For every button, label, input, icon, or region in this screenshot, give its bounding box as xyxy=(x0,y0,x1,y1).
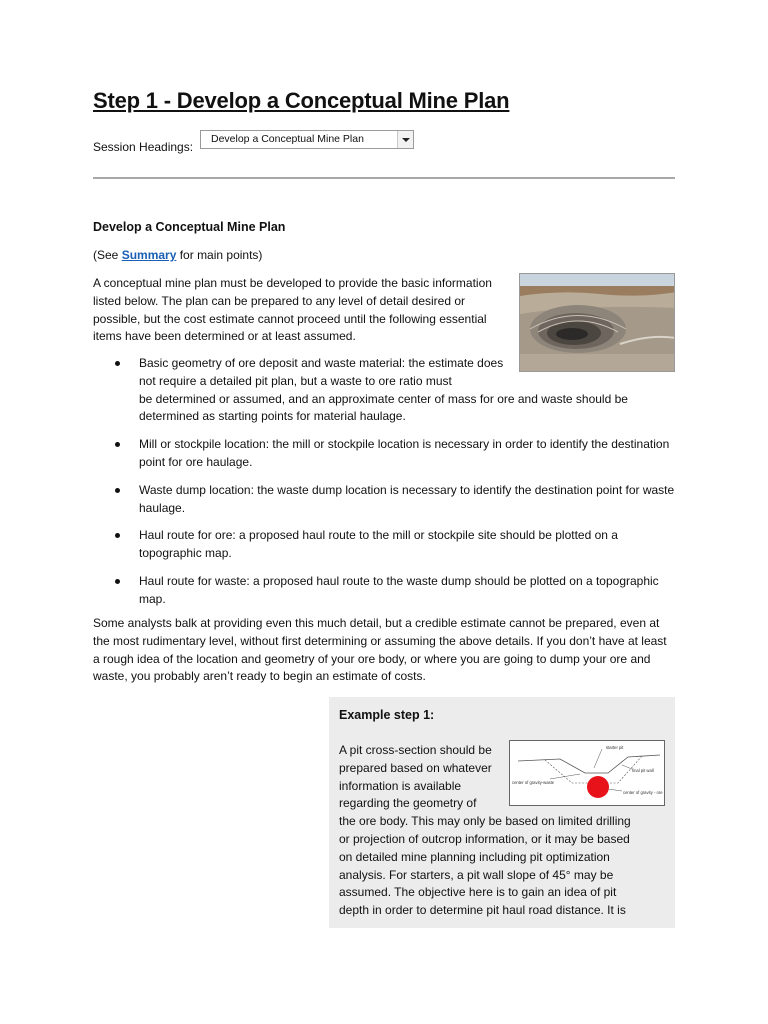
bullet-icon xyxy=(115,579,120,584)
list-item-text: Waste dump location: the waste dump location is necessary to identify the destination point for waste haulage. xyxy=(139,482,675,515)
list-item xyxy=(93,482,675,518)
closing-paragraph: Some analysts balk at providing even this much detail, but a credible estimate cannot be prepared, even at the most rudimentary level, without first determining or assuming the above details. If you don’t have at least a rough idea of the location and geometry of your ore body, or where you are going to dump your ore and waste, you probably aren’t ready to begin an estimate of costs. xyxy=(93,616,667,684)
session-selected-value: Develop a Conceptual Mine Plan xyxy=(211,133,364,145)
chevron-down-icon xyxy=(402,138,410,142)
bullet-icon xyxy=(115,533,120,538)
dropdown-button[interactable] xyxy=(397,131,413,148)
pit-cross-section-drawing xyxy=(510,741,664,805)
bullet-icon xyxy=(115,488,120,493)
list-item xyxy=(93,355,675,426)
see-suffix: for main points) xyxy=(176,248,263,262)
bullet-icon xyxy=(115,442,120,447)
essential-items-list xyxy=(93,355,675,619)
list-item-continuation: be determined or assumed, and an approximate center of mass for ore and waste should be determined as starting points for material haulage. xyxy=(139,391,628,424)
label-final-pit-wall: final pit wall xyxy=(632,768,654,773)
bullet-icon xyxy=(115,361,120,366)
intro-paragraph: A conceptual mine plan must be developed to provide the basic information listed below. The plan can be prepared to any level of detail desired or possible, but the cost estimate cannot proceed until the following essential items have been determined or at least assumed. xyxy=(93,276,492,344)
see-summary-line xyxy=(93,247,262,265)
session-headings-label: Session Headings: xyxy=(93,140,194,154)
example-text-narrow: A pit cross-section should be prepared based on whatever information is available regarding the geometry of xyxy=(339,743,492,811)
pit-cross-section-diagram xyxy=(509,740,665,806)
session-headings-dropdown[interactable] xyxy=(200,130,414,149)
summary-link[interactable]: Summary xyxy=(121,248,177,262)
page-title: Step 1 - Develop a Conceptual Mine Plan xyxy=(93,88,510,113)
list-item-text: Basic geometry of ore deposit and waste material: the estimate does not require a detailed pit plan, but a waste to ore ratio must xyxy=(139,356,504,388)
list-item-text: Mill or stockpile location: the mill or stockpile location is necessary in order to identify the destination point for ore haulage. xyxy=(139,437,670,469)
example-text-wide: the ore body. This may only be based on limited drilling or projection of outcrop information, or it may be based on detailed mine planning including pit optimization analysis. For starters, a pit wall slope of 45° may be assumed. The objective here is to gain an idea of pit depth in order to determine pit haul road distance. It is xyxy=(339,814,631,918)
example-title: Example step 1: xyxy=(339,708,435,722)
see-prefix: (See xyxy=(93,248,122,262)
list-item-text: Haul route for ore: a proposed haul route to the mill or stockpile site should be plotted on a topographic map. xyxy=(139,528,618,561)
list-item-text: Haul route for waste: a proposed haul route to the waste dump should be plotted on a topographic map. xyxy=(139,573,659,606)
list-item xyxy=(93,527,675,563)
example-callout xyxy=(329,697,675,928)
label-cg-ore: center of gravity - ore xyxy=(623,790,663,795)
horizontal-divider xyxy=(93,177,675,179)
ore-body-circle xyxy=(587,776,609,798)
list-item xyxy=(93,573,675,609)
section-heading: Develop a Conceptual Mine Plan xyxy=(93,220,286,234)
label-cg-waste: center of gravity-waste xyxy=(512,780,555,785)
list-item xyxy=(93,436,675,472)
label-starter-pit: starter pit xyxy=(606,745,624,750)
